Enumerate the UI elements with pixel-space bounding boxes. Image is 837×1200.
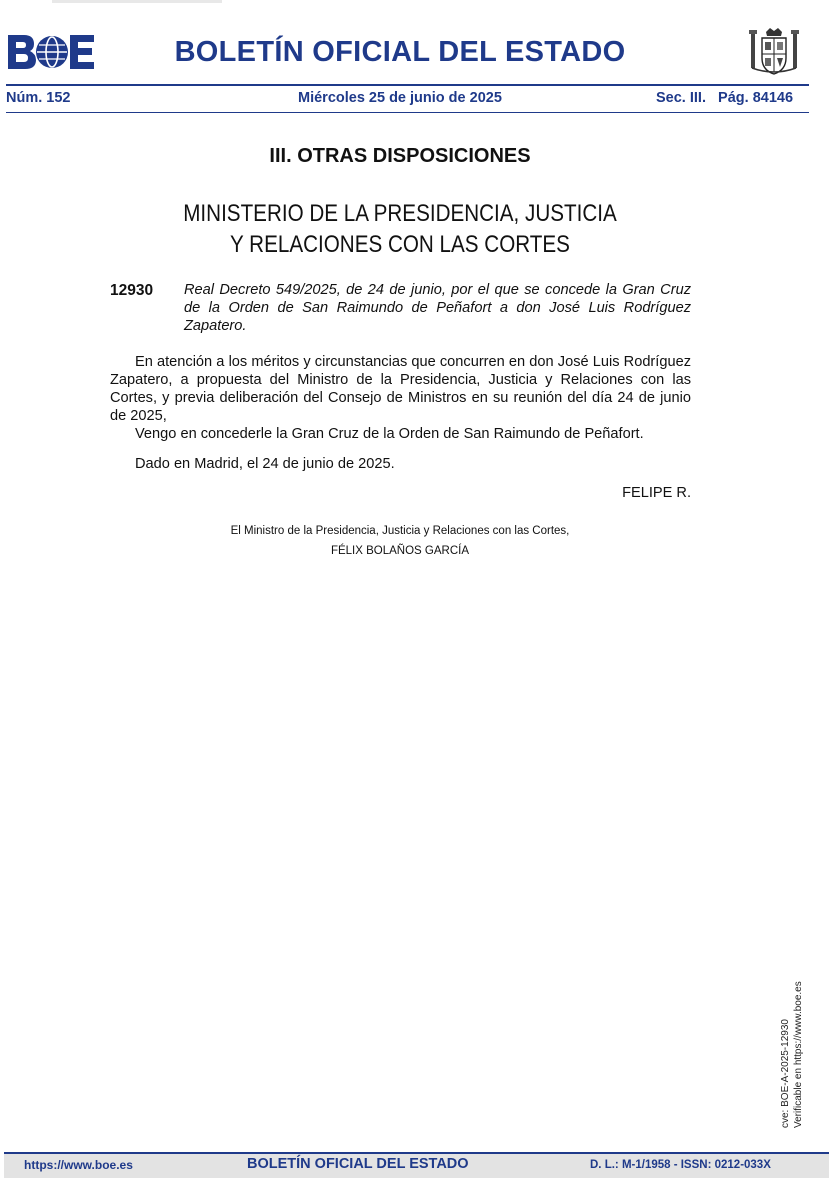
masthead-rule (6, 84, 809, 86)
minister-role: El Ministro de la Presidencia, Justicia y Relaciones con las Cortes, (230, 525, 570, 537)
footer-rule (4, 1152, 829, 1154)
boe-logo (6, 33, 96, 71)
cve-code: cve: BOE-A-2025-12930 (780, 1019, 791, 1128)
ministry-line-2: Y RELACIONES CON LAS CORTES (230, 231, 570, 258)
footer-title: BOLETÍN OFICIAL DEL ESTADO (247, 1156, 469, 1172)
disposition-title: Real Decreto 549/2025, de 24 de junio, por el que se concede la Gran Cruz de la Orden de San Raimundo de Peñafort a don José Luis Rodríguez Zapatero. (184, 282, 691, 334)
disposition-body (110, 353, 691, 443)
footer-legal: D. L.: M-1/1958 - ISSN: 0212-033X (590, 1159, 771, 1171)
footer-url-link[interactable]: https://www.boe.es (24, 1158, 133, 1172)
verify-text: Verificable en https://www.boe.es (793, 981, 804, 1128)
minister-name: FÉLIX BOLAÑOS GARCÍA (330, 545, 470, 557)
coat-of-arms-icon (748, 26, 800, 78)
section-title: III. OTRAS DISPOSICIONES (269, 145, 531, 167)
issue-number: Núm. 152 (6, 90, 71, 106)
section-page: Sec. III. Pág. 84146 (656, 90, 794, 106)
header-rule (6, 112, 809, 113)
top-strip (52, 0, 222, 3)
countersignature (0, 521, 800, 561)
royal-signature: FELIPE R. (622, 485, 691, 501)
issue-date: Miércoles 25 de junio de 2025 (298, 90, 502, 106)
disposition-reference: 12930 (110, 282, 154, 299)
masthead-title: BOLETÍN OFICIAL DEL ESTADO (174, 36, 626, 68)
given-place-date: Dado en Madrid, el 24 de junio de 2025. (135, 456, 395, 472)
body-paragraph-1: En atención a los méritos y circunstancias que concurren en don José Luis Rodríguez Zapatero, a propuesta del Ministro de la Presidencia, Justicia y Relaciones con las Cortes, y previa deliberación del Consejo de Ministros en su reunión del día 24 de junio de 2025, (110, 354, 691, 424)
ministry-title (56, 198, 744, 260)
body-paragraph-2: Vengo en concederle la Gran Cruz de la Orden de San Raimundo de Peñafort. (135, 426, 644, 442)
verification-note (779, 976, 817, 1128)
ministry-line-1: MINISTERIO DE LA PRESIDENCIA, JUSTICIA (183, 200, 617, 227)
